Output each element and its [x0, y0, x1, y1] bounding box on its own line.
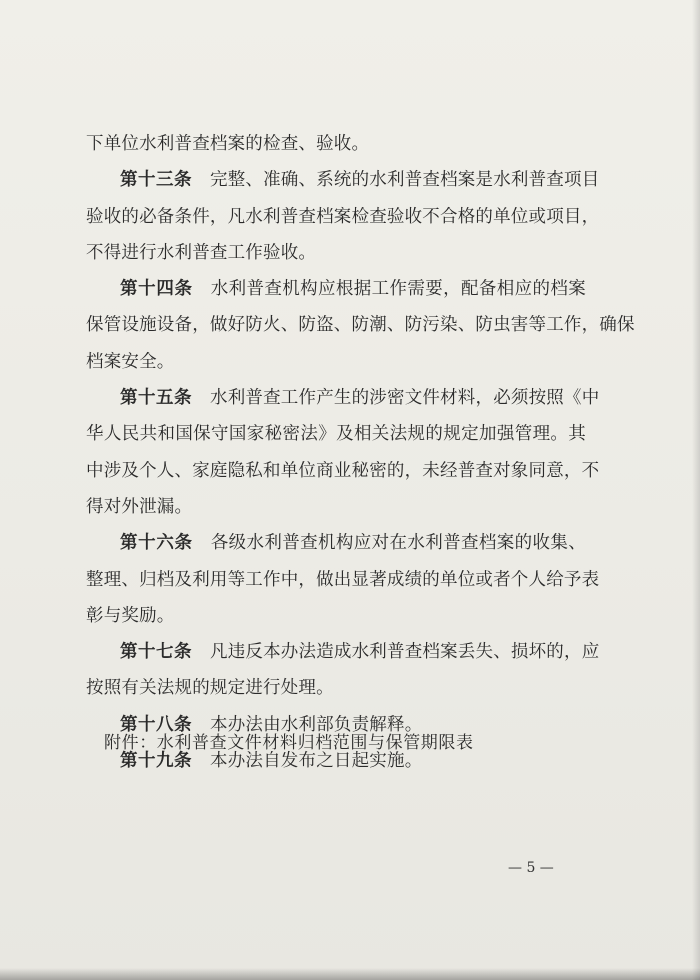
line-text: 档案安全。 [86, 351, 175, 372]
line-text: 本办法自发布之日起实施。 [210, 751, 423, 772]
text-line [86, 235, 586, 271]
article-14-line [86, 271, 586, 307]
line-text: 水利普查机构应根据工作需要，配备相应的档案 [210, 279, 586, 300]
text-line [86, 344, 586, 380]
line-text: 中涉及个人、家庭隐私和单位商业秘密的，未经普查对象同意，不 [86, 460, 600, 481]
line-text: 不得进行水利普查工作验收。 [86, 242, 317, 263]
article-16-heading: 第十六条 [120, 533, 193, 554]
text-line [86, 307, 635, 343]
page-bottom-shadow [0, 968, 700, 980]
page-edge-shadow [692, 0, 700, 980]
attachment-note: 附件：水利普查文件材料归档范围与保管期限表 [104, 733, 474, 753]
text-line [86, 453, 600, 489]
text-line [86, 489, 586, 525]
article-15-heading: 第十五条 [120, 388, 192, 409]
line-text: 得对外泄漏。 [86, 496, 193, 517]
line-text: 凡违反本办法造成水利普查档案丢失、损坏的，应 [210, 642, 600, 663]
line-text: 验收的必备条件，凡水利普查档案检查验收不合格的单位或项目， [86, 206, 600, 227]
text-line [86, 126, 586, 162]
page-number: — 5 — [508, 860, 554, 876]
line-text: 华人民共和国保守国家秘密法》及相关法规的规定加强管理。其 [86, 424, 586, 445]
article-17-heading: 第十七条 [120, 642, 192, 663]
article-14-heading: 第十四条 [120, 279, 193, 300]
document-body [86, 126, 635, 779]
line-text: 下单位水利普查档案的检查、验收。 [86, 134, 370, 154]
text-line [86, 670, 586, 706]
line-text: 各级水利普查机构应对在水利普查档案的收集、 [210, 533, 586, 554]
line-text: 保管设施设备，做好防火、防盗、防潮、防污染、防虫害等工作，确保 [86, 315, 635, 336]
article-17-line [86, 634, 600, 670]
article-18-heading: 第十八条 [120, 714, 192, 735]
line-text: 水利普查工作产生的涉密文件材料，必须按照《中 [210, 388, 600, 409]
text-line [86, 416, 586, 452]
line-text: 完整、准确、系统的水利普查档案是水利普查项目 [210, 170, 600, 191]
line-text: 本办法由水利部负责解释。 [210, 714, 423, 735]
line-text: 整理、归档及利用等工作中，做出显著成绩的单位或者个人给予表 [86, 569, 600, 590]
article-16-line [86, 525, 586, 561]
text-line [86, 598, 586, 634]
text-line [86, 562, 600, 598]
article-13-line [86, 162, 600, 198]
article-19-heading: 第十九条 [120, 751, 192, 772]
text-line [86, 199, 600, 235]
line-text: 彰与奖励。 [86, 605, 175, 626]
article-13-heading: 第十三条 [120, 170, 192, 191]
line-text: 按照有关法规的规定进行处理。 [86, 678, 334, 699]
article-15-line [86, 380, 600, 416]
